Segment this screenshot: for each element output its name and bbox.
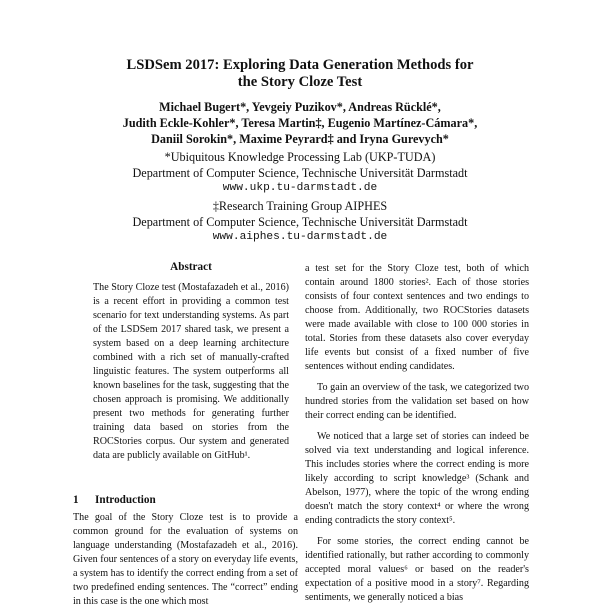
abstract-heading: Abstract	[170, 261, 212, 273]
title-line-1: LSDSem 2017: Exploring Data Generation Methods for	[126, 57, 474, 73]
section-heading-introduction	[73, 494, 156, 506]
affiliation-ukp-dept: Department of Computer Science, Technische Universität Darmstadt	[132, 165, 468, 180]
abstract-text: The Story Cloze test (Mostafazadeh et al., 2016) is a recent effort in providing a common test scenario for text understanding systems. As part of the LSDSem 2017 shared task, we present a system based on a deep learning architecture combined with a rich set of manually-crafted linguistic features. The system outperforms all known baselines for the task, suggesting that the chosen approach is promising. We additionally present two methods for generating further training data based on stories from the ROCStories corpus. Our system and generated data are publicly available on GitHub¹.	[93, 282, 289, 461]
right-paragraph-2: To gain an overview of the task, we categorized two hundred stories from the validation set based on how their correct ending can be identified.	[305, 382, 529, 421]
affiliation-aiphes	[0, 199, 600, 246]
author-list	[0, 99, 600, 147]
paper-title	[0, 57, 600, 91]
right-paragraph-4: For some stories, the correct ending cannot be identified rationally, but rather according to commonly accepted moral values⁶ or based on the reader's expectation of a positive mood in a story⁷. Regarding sentiments, we generally noticed a bias	[305, 536, 529, 603]
right-column	[305, 262, 529, 605]
affiliation-ukp-url[interactable]: www.ukp.tu-darmstadt.de	[222, 182, 378, 194]
abstract-body	[93, 281, 289, 463]
authors-line-1: Michael Bugert*, Yevgeiy Puzikov*, Andreas Rücklé*,	[159, 100, 441, 114]
introduction-paragraph: The goal of the Story Cloze test is to provide a common ground for the evaluation of systems on language understanding (Mostafazadeh et al., 2016). Given four sentences of a story on everyday life events, a system has to identify the correct ending from a set of two predefined ending sentences. The “correct” ending in this case is the one which most	[73, 512, 298, 607]
right-paragraph-3: We noticed that a large set of stories can indeed be solved via text understanding and logical inference. This includes stories where the correct ending is more likely according to script knowledge³ (Schank and Abelson, 1977), where the topic of the wrong ending doesn't match the story context⁴ or where the wrong ending contradicts the story context⁵.	[305, 431, 529, 526]
authors-line-2: Judith Eckle-Kohler*, Teresa Martin‡, Eugenio Martínez-Cámara*,	[122, 116, 478, 130]
affiliation-ukp-name: *Ubiquitous Knowledge Processing Lab (UKP-TUDA)	[164, 150, 436, 164]
affiliation-ukp	[0, 150, 600, 197]
title-line-2: the Story Cloze Test	[237, 74, 363, 90]
affiliation-aiphes-url[interactable]: www.aiphes.tu-darmstadt.de	[212, 231, 388, 243]
authors-line-3: Daniil Sorokin*, Maxime Peyrard‡ and Iryna Gurevych*	[151, 132, 449, 146]
affiliation-aiphes-dept: Department of Computer Science, Technische Universität Darmstadt	[132, 214, 468, 229]
affiliation-aiphes-name: ‡Research Training Group AIPHES	[212, 199, 388, 213]
right-paragraph-1: a test set for the Story Cloze test, both of which contain around 1800 stories². Each of those stories consists of four context sentences and two endings to choose from. Additionally, two ROCStories datasets were made available with close to 100 000 stories in total. Stories from these datasets also cover everyday life events but consist of a fixed number of five sentences without ending candidates.	[305, 263, 529, 372]
introduction-body	[73, 511, 298, 609]
section-title: Introduction	[95, 494, 156, 506]
section-number: 1	[73, 494, 79, 506]
